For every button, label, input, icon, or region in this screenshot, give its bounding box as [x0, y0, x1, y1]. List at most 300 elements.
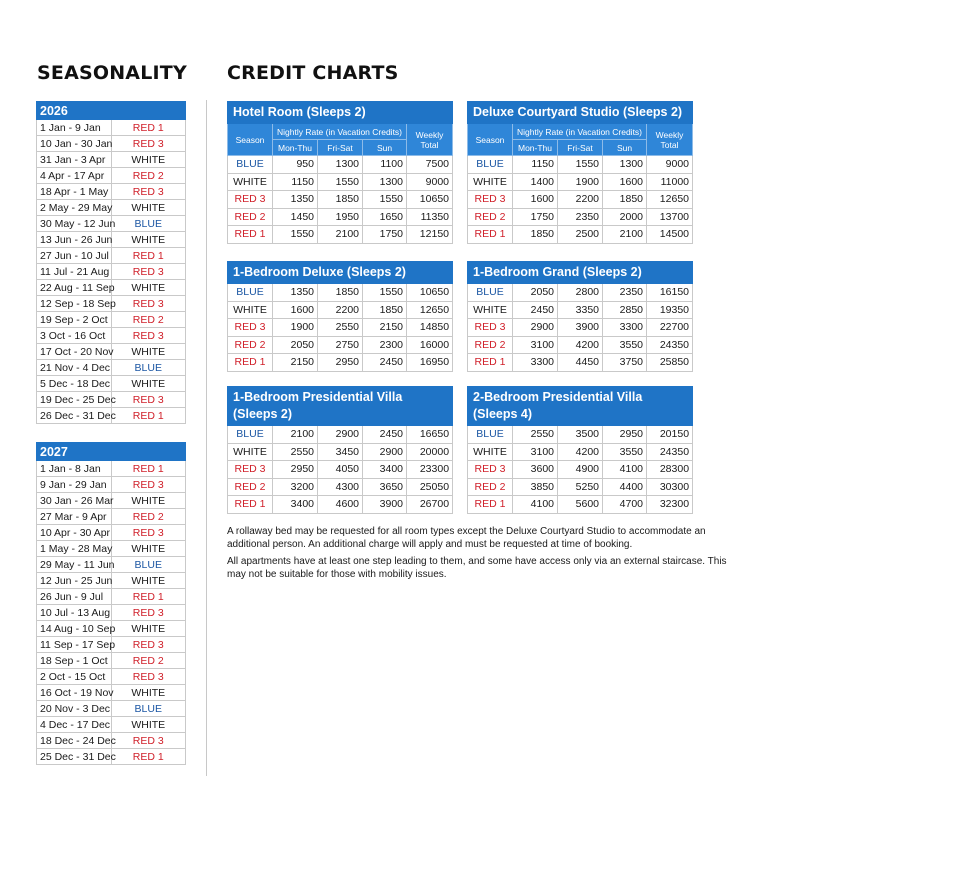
season-label: WHITE	[111, 376, 186, 392]
mon-thu-rate: 3600	[513, 461, 558, 479]
mon-thu-rate: 1900	[273, 319, 318, 337]
season-label: BLUE	[111, 216, 186, 232]
chart-1-bedroom-presidential-villa	[227, 386, 453, 514]
chart-header-row	[228, 124, 453, 140]
fri-sat-rate: 4300	[318, 478, 363, 496]
season-row	[37, 653, 186, 669]
season-row	[37, 477, 186, 493]
chart-title-row	[468, 387, 693, 426]
fri-sat-rate: 2800	[558, 284, 603, 302]
season-label: WHITE	[111, 685, 186, 701]
date-range: 27 Mar - 9 Apr	[37, 509, 112, 525]
sun-rate: 1850	[363, 301, 407, 319]
rate-row	[228, 208, 453, 226]
season-label: RED 1	[111, 248, 186, 264]
sun-rate: 2450	[363, 426, 407, 444]
year-header-row	[37, 443, 186, 461]
rate-row	[468, 173, 693, 191]
season-row	[37, 701, 186, 717]
season-label: WHITE	[111, 541, 186, 557]
chart-title-line: (Sleeps 4)	[473, 407, 533, 421]
date-range: 3 Oct - 16 Oct	[37, 328, 112, 344]
chart-title-line: 1-Bedroom Presidential Villa	[233, 390, 403, 404]
season-row	[37, 168, 186, 184]
season-label: WHITE	[111, 200, 186, 216]
year-label: 2026	[37, 102, 186, 120]
sun-rate: 3650	[363, 478, 407, 496]
weekly-total: 32300	[647, 496, 693, 514]
season-row	[37, 200, 186, 216]
sun-rate: 2000	[603, 208, 647, 226]
mon-thu-rate: 1600	[513, 191, 558, 209]
season-row	[37, 312, 186, 328]
chart-title	[228, 387, 453, 426]
chart-header-row	[468, 124, 693, 140]
date-range: 2 Oct - 15 Oct	[37, 669, 112, 685]
season-label: RED 3	[468, 319, 513, 337]
weekly-total: 28300	[647, 461, 693, 479]
season-label: WHITE	[111, 152, 186, 168]
fri-sat-rate: 4200	[558, 443, 603, 461]
season-label: RED 2	[111, 509, 186, 525]
rate-row	[228, 354, 453, 372]
nightly-rate-header: Nightly Rate (in Vacation Credits)	[513, 124, 647, 140]
season-label: BLUE	[468, 284, 513, 302]
season-label: WHITE	[111, 717, 186, 733]
fri-sat-rate: 2100	[318, 226, 363, 244]
season-label: WHITE	[111, 621, 186, 637]
rate-row	[468, 443, 693, 461]
date-range: 22 Aug - 11 Sep	[37, 280, 112, 296]
date-range: 10 Apr - 30 Apr	[37, 525, 112, 541]
fri-sat-rate: 1850	[318, 284, 363, 302]
mon-thu-rate: 1150	[513, 156, 558, 174]
year-label: 2027	[37, 443, 186, 461]
chart-title-row	[228, 102, 453, 124]
sun-rate: 3550	[603, 336, 647, 354]
chart-title: Hotel Room (Sleeps 2)	[228, 102, 453, 124]
fri-sat-rate: 2900	[318, 426, 363, 444]
season-row	[37, 589, 186, 605]
season-label: RED 2	[111, 312, 186, 328]
mon-thu-rate: 4100	[513, 496, 558, 514]
sun-rate: 1600	[603, 173, 647, 191]
chart-deluxe-courtyard-studio	[467, 101, 693, 244]
season-row	[37, 573, 186, 589]
date-range: 18 Apr - 1 May	[37, 184, 112, 200]
season-label: WHITE	[111, 573, 186, 589]
season-label: WHITE	[111, 232, 186, 248]
mon-thu-rate: 1150	[273, 173, 318, 191]
season-label: BLUE	[111, 557, 186, 573]
weekly-total: 12650	[647, 191, 693, 209]
weekly-total: 14850	[407, 319, 453, 337]
fri-sat-header: Fri-Sat	[558, 140, 603, 156]
season-label: RED 3	[228, 319, 273, 337]
date-range: 9 Jan - 29 Jan	[37, 477, 112, 493]
season-row	[37, 376, 186, 392]
season-label: RED 3	[111, 669, 186, 685]
season-label: WHITE	[468, 443, 513, 461]
sun-rate: 3550	[603, 443, 647, 461]
date-range: 17 Oct - 20 Nov	[37, 344, 112, 360]
fri-sat-rate: 3500	[558, 426, 603, 444]
season-label: RED 3	[111, 184, 186, 200]
date-range: 19 Sep - 2 Oct	[37, 312, 112, 328]
mon-thu-rate: 2550	[513, 426, 558, 444]
mon-thu-rate: 3850	[513, 478, 558, 496]
chart-title: Deluxe Courtyard Studio (Sleeps 2)	[468, 102, 693, 124]
date-range: 12 Jun - 25 Jun	[37, 573, 112, 589]
mon-thu-rate: 3400	[273, 496, 318, 514]
season-row	[37, 280, 186, 296]
season-label: RED 1	[111, 589, 186, 605]
mon-thu-rate: 950	[273, 156, 318, 174]
date-range: 2 May - 29 May	[37, 200, 112, 216]
rate-row	[468, 301, 693, 319]
season-label: WHITE	[228, 173, 273, 191]
mon-thu-rate: 2550	[273, 443, 318, 461]
weekly-total-header: Weekly Total	[647, 124, 693, 156]
rate-row	[228, 443, 453, 461]
date-range: 4 Apr - 17 Apr	[37, 168, 112, 184]
sun-rate: 1100	[363, 156, 407, 174]
rate-row	[468, 191, 693, 209]
sun-rate: 3900	[363, 496, 407, 514]
season-label: BLUE	[228, 284, 273, 302]
season-label: RED 2	[111, 653, 186, 669]
season-label: RED 3	[111, 637, 186, 653]
season-label: RED 3	[228, 461, 273, 479]
weekly-total: 30300	[647, 478, 693, 496]
fri-sat-rate: 1300	[318, 156, 363, 174]
season-label: RED 1	[111, 408, 186, 424]
season-label: RED 1	[228, 226, 273, 244]
sun-rate: 2900	[363, 443, 407, 461]
date-range: 1 May - 28 May	[37, 541, 112, 557]
date-range: 14 Aug - 10 Sep	[37, 621, 112, 637]
season-row	[37, 232, 186, 248]
season-label: RED 1	[111, 120, 186, 136]
sun-rate: 3750	[603, 354, 647, 372]
date-range: 26 Jun - 9 Jul	[37, 589, 112, 605]
fri-sat-rate: 1550	[558, 156, 603, 174]
season-label: RED 3	[111, 605, 186, 621]
sun-rate: 2150	[363, 319, 407, 337]
chart-2-bedroom-presidential-villa	[467, 386, 693, 514]
season-label: RED 1	[111, 461, 186, 477]
chart-title-line: (Sleeps 2)	[233, 407, 293, 421]
rollaway-note: A rollaway bed may be requested for all room types except the Deluxe Courtyard Studio to accommodate an additional person. An additional charge will apply and must be requested at time of booking.	[227, 526, 706, 550]
rate-row	[468, 496, 693, 514]
season-row	[37, 360, 186, 376]
weekly-total: 16000	[407, 336, 453, 354]
season-row	[37, 136, 186, 152]
season-row	[37, 733, 186, 749]
season-column-header: Season	[228, 124, 273, 156]
mon-thu-rate: 1400	[513, 173, 558, 191]
chart-title-row	[468, 102, 693, 124]
sun-rate: 1750	[363, 226, 407, 244]
mon-thu-rate: 2050	[513, 284, 558, 302]
season-label: RED 1	[228, 496, 273, 514]
nightly-rate-header: Nightly Rate (in Vacation Credits)	[273, 124, 407, 140]
rate-row	[228, 191, 453, 209]
rate-row	[468, 336, 693, 354]
fri-sat-rate: 2950	[318, 354, 363, 372]
sun-rate: 2100	[603, 226, 647, 244]
season-label: RED 3	[111, 477, 186, 493]
fri-sat-rate: 5600	[558, 496, 603, 514]
mon-thu-rate: 3100	[513, 443, 558, 461]
fri-sat-rate: 4600	[318, 496, 363, 514]
weekly-total: 25850	[647, 354, 693, 372]
fri-sat-rate: 4050	[318, 461, 363, 479]
date-range: 16 Oct - 19 Nov	[37, 685, 112, 701]
mon-thu-rate: 2450	[513, 301, 558, 319]
season-row	[37, 669, 186, 685]
rate-row	[228, 336, 453, 354]
rate-row	[468, 426, 693, 444]
date-range: 18 Dec - 24 Dec	[37, 733, 112, 749]
season-row	[37, 461, 186, 477]
date-range: 10 Jul - 13 Aug	[37, 605, 112, 621]
season-label: WHITE	[111, 280, 186, 296]
date-range: 10 Jan - 30 Jan	[37, 136, 112, 152]
rate-row	[468, 284, 693, 302]
sun-header: Sun	[363, 140, 407, 156]
weekly-total: 26700	[407, 496, 453, 514]
weekly-total: 24350	[647, 443, 693, 461]
season-row	[37, 557, 186, 573]
season-row	[37, 541, 186, 557]
year-header-row	[37, 102, 186, 120]
date-range: 1 Jan - 8 Jan	[37, 461, 112, 477]
season-label: RED 1	[468, 226, 513, 244]
weekly-total: 9000	[407, 173, 453, 191]
rate-row	[228, 284, 453, 302]
weekly-total: 9000	[647, 156, 693, 174]
rate-row	[468, 478, 693, 496]
season-label: RED 3	[468, 191, 513, 209]
season-row	[37, 264, 186, 280]
weekly-total: 10650	[407, 191, 453, 209]
mon-thu-header: Mon-Thu	[273, 140, 318, 156]
chart-title-row	[228, 262, 453, 284]
date-range: 20 Nov - 3 Dec	[37, 701, 112, 717]
date-range: 21 Nov - 4 Dec	[37, 360, 112, 376]
season-label: RED 3	[111, 296, 186, 312]
fri-sat-header: Fri-Sat	[318, 140, 363, 156]
fri-sat-rate: 1550	[318, 173, 363, 191]
weekly-total: 10650	[407, 284, 453, 302]
rate-row	[468, 156, 693, 174]
season-label: RED 3	[468, 461, 513, 479]
rate-row	[228, 301, 453, 319]
season-label: RED 2	[468, 478, 513, 496]
chart-title-line: 2-Bedroom Presidential Villa	[473, 390, 643, 404]
column-divider	[206, 100, 207, 776]
season-row	[37, 344, 186, 360]
season-row	[37, 493, 186, 509]
date-range: 4 Dec - 17 Dec	[37, 717, 112, 733]
fri-sat-rate: 3350	[558, 301, 603, 319]
sun-rate: 1550	[363, 284, 407, 302]
rate-row	[228, 173, 453, 191]
weekly-total: 16650	[407, 426, 453, 444]
date-range: 27 Jun - 10 Jul	[37, 248, 112, 264]
rate-row	[228, 226, 453, 244]
season-label: RED 3	[111, 264, 186, 280]
mon-thu-rate: 2150	[273, 354, 318, 372]
rate-row	[468, 319, 693, 337]
fri-sat-rate: 2200	[558, 191, 603, 209]
season-label: WHITE	[468, 173, 513, 191]
weekly-total: 22700	[647, 319, 693, 337]
season-row	[37, 637, 186, 653]
mon-thu-rate: 1600	[273, 301, 318, 319]
sun-rate: 2950	[603, 426, 647, 444]
weekly-total: 16150	[647, 284, 693, 302]
date-range: 25 Dec - 31 Dec	[37, 749, 112, 765]
chart-title-row	[468, 262, 693, 284]
mon-thu-rate: 2100	[273, 426, 318, 444]
date-range: 11 Sep - 17 Sep	[37, 637, 112, 653]
mon-thu-rate: 3300	[513, 354, 558, 372]
chart-title	[468, 387, 693, 426]
season-row	[37, 392, 186, 408]
sun-rate: 4700	[603, 496, 647, 514]
season-row	[37, 717, 186, 733]
season-label: WHITE	[111, 493, 186, 509]
fri-sat-rate: 4900	[558, 461, 603, 479]
season-label: RED 2	[228, 336, 273, 354]
chart-1-bedroom-grand	[467, 261, 693, 372]
chart-title: 1-Bedroom Grand (Sleeps 2)	[468, 262, 693, 284]
season-row	[37, 328, 186, 344]
seasonality-table-2027	[36, 442, 186, 765]
season-label: RED 2	[111, 168, 186, 184]
fri-sat-rate: 5250	[558, 478, 603, 496]
date-range: 13 Jun - 26 Jun	[37, 232, 112, 248]
seasonality-table-2026	[36, 101, 186, 424]
season-label: RED 3	[111, 328, 186, 344]
weekly-total: 19350	[647, 301, 693, 319]
sun-rate: 4100	[603, 461, 647, 479]
season-label: WHITE	[228, 301, 273, 319]
sun-header: Sun	[603, 140, 647, 156]
season-row	[37, 685, 186, 701]
rate-row	[468, 226, 693, 244]
date-range: 30 Jan - 26 Mar	[37, 493, 112, 509]
season-label: BLUE	[228, 426, 273, 444]
season-row	[37, 621, 186, 637]
fri-sat-rate: 1900	[558, 173, 603, 191]
weekly-total: 25050	[407, 478, 453, 496]
sun-rate: 1300	[603, 156, 647, 174]
sun-rate: 1300	[363, 173, 407, 191]
date-range: 26 Dec - 31 Dec	[37, 408, 112, 424]
season-row	[37, 509, 186, 525]
fri-sat-rate: 4450	[558, 354, 603, 372]
chart-title: 1-Bedroom Deluxe (Sleeps 2)	[228, 262, 453, 284]
weekly-total: 14500	[647, 226, 693, 244]
sun-rate: 4400	[603, 478, 647, 496]
sun-rate: 2450	[363, 354, 407, 372]
weekly-total: 24350	[647, 336, 693, 354]
fri-sat-rate: 2750	[318, 336, 363, 354]
weekly-total: 20000	[407, 443, 453, 461]
season-row	[37, 525, 186, 541]
season-row	[37, 749, 186, 765]
rate-row	[468, 354, 693, 372]
mon-thu-rate: 1850	[513, 226, 558, 244]
weekly-total: 20150	[647, 426, 693, 444]
mon-thu-rate: 3200	[273, 478, 318, 496]
season-row	[37, 216, 186, 232]
season-label: RED 1	[468, 354, 513, 372]
rate-row	[228, 478, 453, 496]
sun-rate: 2850	[603, 301, 647, 319]
weekly-total-header: Weekly Total	[407, 124, 453, 156]
sun-rate: 1850	[603, 191, 647, 209]
season-label: RED 2	[228, 208, 273, 226]
date-range: 5 Dec - 18 Dec	[37, 376, 112, 392]
fri-sat-rate: 2500	[558, 226, 603, 244]
fri-sat-rate: 4200	[558, 336, 603, 354]
season-label: RED 3	[111, 392, 186, 408]
mon-thu-rate: 2050	[273, 336, 318, 354]
season-label: BLUE	[111, 360, 186, 376]
season-label: RED 1	[228, 354, 273, 372]
season-label: BLUE	[111, 701, 186, 717]
season-label: RED 1	[111, 749, 186, 765]
season-label: WHITE	[111, 344, 186, 360]
mon-thu-header: Mon-Thu	[513, 140, 558, 156]
chart-hotel-room	[227, 101, 453, 244]
weekly-total: 11350	[407, 208, 453, 226]
date-range: 18 Sep - 1 Oct	[37, 653, 112, 669]
mon-thu-rate: 1350	[273, 191, 318, 209]
mon-thu-rate: 1450	[273, 208, 318, 226]
sun-rate: 3300	[603, 319, 647, 337]
season-row	[37, 152, 186, 168]
sun-rate: 2350	[603, 284, 647, 302]
rate-row	[228, 156, 453, 174]
season-label: WHITE	[228, 443, 273, 461]
season-column-header: Season	[468, 124, 513, 156]
season-label: BLUE	[468, 426, 513, 444]
sun-rate: 1550	[363, 191, 407, 209]
rate-row	[228, 426, 453, 444]
rate-row	[468, 208, 693, 226]
fri-sat-rate: 1950	[318, 208, 363, 226]
sun-rate: 2300	[363, 336, 407, 354]
rate-row	[228, 319, 453, 337]
date-range: 11 Jul - 21 Aug	[37, 264, 112, 280]
season-label: BLUE	[228, 156, 273, 174]
credit-charts-heading: CREDIT CHARTS	[227, 62, 399, 84]
mon-thu-rate: 2900	[513, 319, 558, 337]
weekly-total: 11000	[647, 173, 693, 191]
date-range: 30 May - 12 Jun	[37, 216, 112, 232]
season-label: RED 3	[111, 136, 186, 152]
fri-sat-rate: 3900	[558, 319, 603, 337]
season-row	[37, 408, 186, 424]
mon-thu-rate: 1550	[273, 226, 318, 244]
date-range: 12 Sep - 18 Sep	[37, 296, 112, 312]
date-range: 19 Dec - 25 Dec	[37, 392, 112, 408]
